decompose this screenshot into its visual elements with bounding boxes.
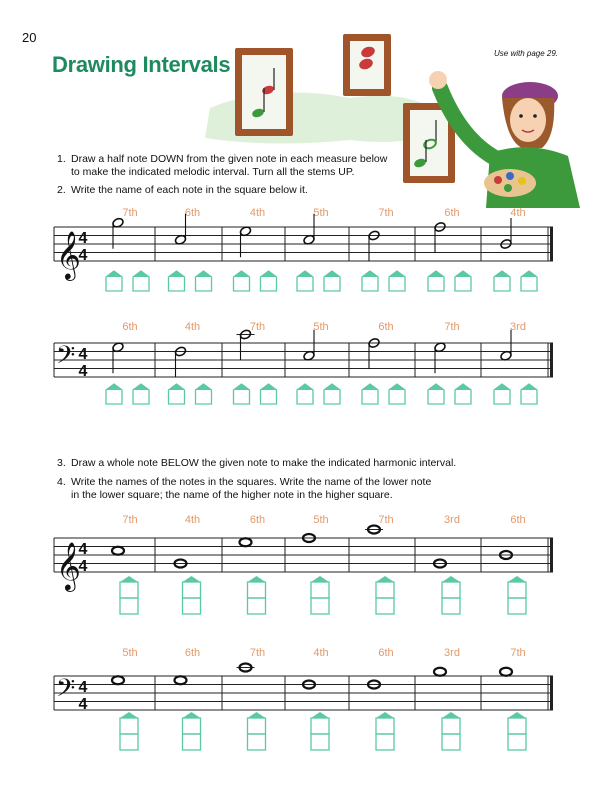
whole-note: [500, 668, 512, 676]
interval-label: 7th: [510, 647, 526, 659]
answer-box-cap: [133, 384, 149, 390]
instruction-2-text: Write the name of each note in the square below it.: [71, 184, 308, 196]
whole-note: [112, 676, 124, 684]
page-number: 20: [22, 30, 37, 45]
answer-box-cap: [248, 576, 266, 582]
answer-box-cap: [234, 384, 250, 390]
interval-label: 6th: [444, 207, 460, 219]
answer-box-cap: [455, 271, 471, 277]
interval-label: 4th: [184, 321, 201, 333]
answer-box-cap: [196, 384, 212, 390]
answer-box-cap: [133, 271, 149, 277]
answer-box-cap: [362, 271, 378, 277]
answer-box-upper: [248, 582, 266, 598]
answer-box-lower: [183, 598, 201, 614]
answer-box-cap: [297, 384, 313, 390]
answer-box-cap: [521, 271, 537, 277]
time-signature-top: 4: [78, 679, 88, 696]
answer-box-lower: [120, 598, 138, 614]
answer-box-upper: [120, 582, 138, 598]
treble-clef-icon: 𝄞: [56, 542, 81, 589]
answer-box-cap: [442, 576, 460, 582]
interval-label: 4th: [510, 207, 526, 219]
interval-label: 6th: [378, 321, 394, 333]
answer-box-upper: [508, 718, 526, 734]
interval-label: 7th: [378, 514, 394, 526]
answer-box-cap: [442, 712, 460, 718]
final-barline-thick: [550, 538, 553, 572]
answer-box-cap: [297, 271, 313, 277]
answer-box-upper: [183, 582, 201, 598]
answer-box-cap: [106, 384, 122, 390]
answer-box-cap: [169, 384, 185, 390]
answer-box-cap: [508, 712, 526, 718]
page-title: Drawing Intervals: [52, 52, 231, 77]
answer-box-cap: [324, 384, 340, 390]
time-signature-bottom: 4: [78, 247, 88, 264]
interval-label: 7th: [378, 207, 394, 219]
instruction-1-number: 1.: [57, 153, 66, 165]
answer-box-lower: [183, 734, 201, 750]
answer-box-upper: [183, 718, 201, 734]
interval-label: 6th: [249, 514, 266, 526]
bass-clef-icon: 𝄢: [56, 675, 76, 708]
answer-box-cap: [376, 712, 394, 718]
staff-2: [54, 321, 553, 404]
staff-3: [54, 514, 553, 614]
answer-box-cap: [376, 576, 394, 582]
answer-box-cap: [120, 576, 138, 582]
answer-box-cap: [311, 712, 329, 718]
time-signature-bottom: 4: [78, 558, 88, 575]
instruction-1-line1: Draw a half note DOWN from the given note in each measure below: [71, 153, 388, 165]
interval-label: 3rd: [444, 647, 460, 659]
answer-box-cap: [389, 271, 405, 277]
whole-note: [175, 676, 187, 684]
whole-note: [112, 547, 124, 555]
interval-label: 7th: [122, 514, 138, 526]
interval-label: 5th: [313, 514, 329, 526]
bass-clef-icon: 𝄢: [56, 342, 76, 375]
interval-label: 6th: [122, 321, 138, 333]
answer-box-lower: [311, 734, 329, 750]
interval-label: 6th: [184, 647, 201, 659]
interval-label: 6th: [378, 647, 394, 659]
interval-label: 3rd: [444, 514, 460, 526]
answer-box-cap: [196, 271, 212, 277]
interval-label: 5th: [122, 647, 138, 659]
answer-box-cap: [311, 576, 329, 582]
answer-box-cap: [183, 712, 201, 718]
interval-label: 6th: [510, 514, 526, 526]
answer-box-lower: [442, 734, 460, 750]
answer-box-lower: [248, 598, 266, 614]
answer-box-cap: [389, 384, 405, 390]
time-signature-top: 4: [78, 346, 88, 363]
answer-box-cap: [183, 576, 201, 582]
final-barline-thick: [550, 227, 553, 261]
answer-box-upper: [311, 582, 329, 598]
time-signature-bottom: 4: [78, 696, 88, 713]
answer-box-upper: [311, 718, 329, 734]
answer-box-upper: [442, 582, 460, 598]
final-barline-thick: [550, 676, 553, 710]
instruction-4-number: 4.: [57, 476, 66, 488]
answer-box-cap: [169, 271, 185, 277]
interval-label: 7th: [122, 207, 138, 219]
answer-box-cap: [234, 271, 250, 277]
answer-box-lower: [376, 734, 394, 750]
answer-box-cap: [494, 384, 510, 390]
interval-label: 7th: [249, 321, 266, 333]
answer-box-cap: [455, 384, 471, 390]
answer-box-lower: [508, 734, 526, 750]
interval-label: 7th: [444, 321, 460, 333]
interval-label: 7th: [249, 647, 266, 659]
answer-box-lower: [311, 598, 329, 614]
instruction-4-line1: Write the names of the notes in the squares. Write the name of the lower note: [71, 476, 432, 488]
answer-box-cap: [494, 271, 510, 277]
answer-box-cap: [362, 384, 378, 390]
time-signature-top: 4: [78, 230, 88, 247]
treble-clef-icon: 𝄞: [56, 231, 81, 278]
whole-note: [434, 668, 446, 676]
interval-label: 5th: [313, 321, 329, 333]
answer-box-upper: [120, 718, 138, 734]
answer-box-cap: [261, 384, 277, 390]
final-barline-thick: [550, 343, 553, 377]
interval-label: 4th: [249, 207, 266, 219]
instruction-2-number: 2.: [57, 184, 66, 196]
answer-box-cap: [120, 712, 138, 718]
time-signature-top: 4: [78, 541, 88, 558]
answer-box-upper: [248, 718, 266, 734]
interval-label: 3rd: [510, 321, 526, 333]
interval-label: 5th: [313, 207, 329, 219]
answer-box-upper: [442, 718, 460, 734]
answer-box-upper: [508, 582, 526, 598]
answer-box-lower: [248, 734, 266, 750]
instruction-1-line2: to make the indicated melodic interval. Turn all the stems UP.: [71, 166, 355, 178]
answer-box-cap: [428, 271, 444, 277]
answer-box-cap: [428, 384, 444, 390]
instruction-3-number: 3.: [57, 457, 66, 469]
answer-box-lower: [508, 598, 526, 614]
interval-label: 6th: [184, 207, 201, 219]
answer-box-cap: [508, 576, 526, 582]
instruction-3-text: Draw a whole note BELOW the given note to make the indicated harmonic interval.: [71, 457, 457, 469]
staff-4: [54, 647, 553, 750]
answer-box-upper: [376, 718, 394, 734]
interval-label: 4th: [184, 514, 201, 526]
whole-note: [240, 538, 252, 546]
staff-1: [54, 207, 553, 291]
answer-box-cap: [248, 712, 266, 718]
answer-box-cap: [521, 384, 537, 390]
instruction-4-line2: in the lower square; the name of the higher note in the higher square.: [71, 489, 393, 501]
answer-box-lower: [442, 598, 460, 614]
answer-box-lower: [120, 734, 138, 750]
answer-box-upper: [376, 582, 394, 598]
answer-box-cap: [261, 271, 277, 277]
answer-box-cap: [324, 271, 340, 277]
time-signature-bottom: 4: [78, 363, 88, 380]
answer-box-lower: [376, 598, 394, 614]
use-with-note: Use with page 29.: [494, 49, 559, 58]
interval-label: 4th: [313, 647, 329, 659]
answer-box-cap: [106, 271, 122, 277]
